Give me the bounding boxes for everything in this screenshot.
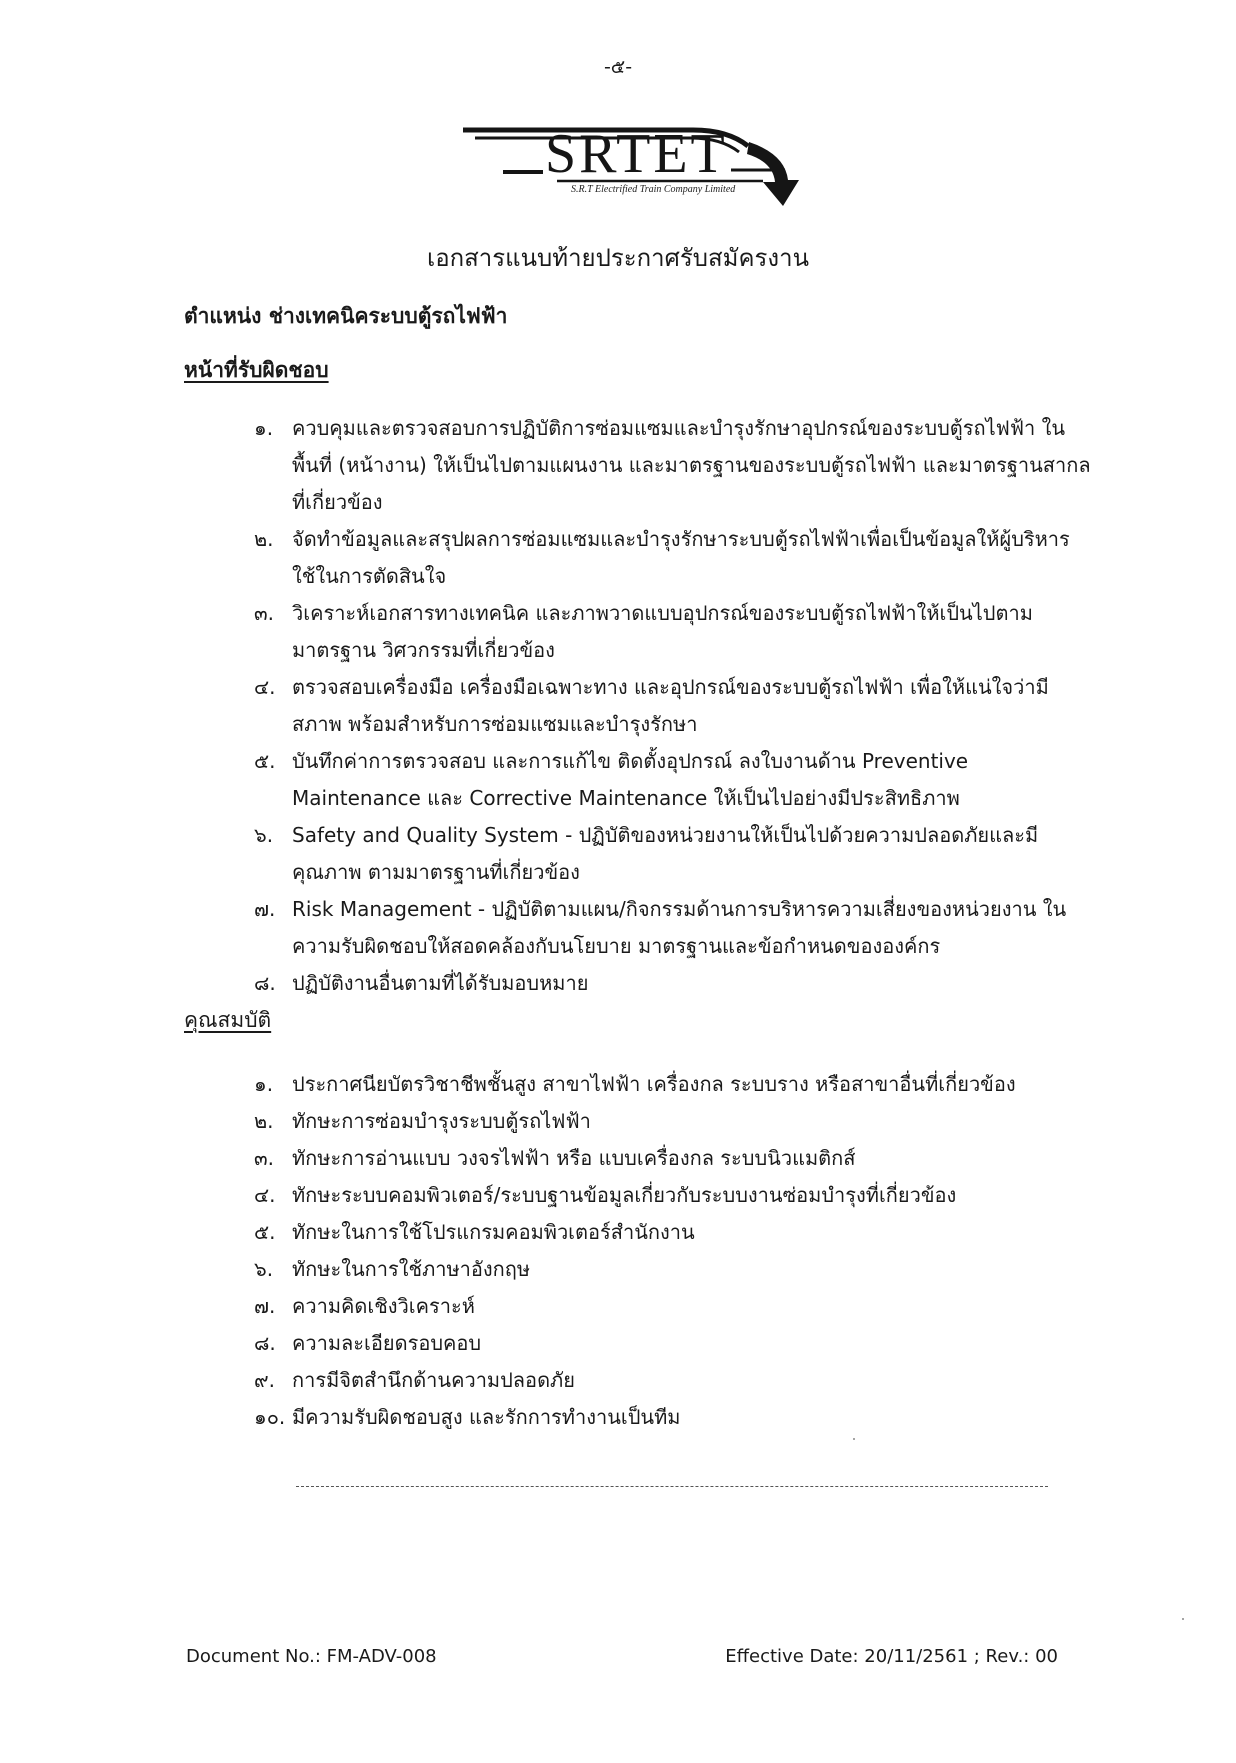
duty-item [254, 817, 1094, 891]
qualification-number: ๕. [254, 1220, 276, 1244]
duty-text: ปฏิบัติงานอื่นตามที่ได้รับมอบหมาย [292, 971, 589, 995]
duty-number: ๘. [254, 971, 276, 995]
qualification-text: ความละเอียดรอบคอบ [292, 1331, 482, 1355]
duty-text: บันทึกค่าการตรวจสอบ และการแก้ไข ติดตั้งอุปกรณ์ ลงใบงานด้าน Preventive Maintenance และ Corrective Maintenance ให้เป็นไปอย่างมีประสิทธิภาพ [292, 749, 969, 810]
qualification-number: ๔. [254, 1183, 276, 1207]
qualification-text: ประกาศนียบัตรวิชาชีพชั้นสูง สาขาไฟฟ้า เครื่องกล ระบบราง หรือสาขาอื่นที่เกี่ยวข้อง [292, 1072, 1016, 1096]
qualification-text: ทักษะในการใช้ภาษาอังกฤษ [292, 1257, 531, 1281]
scan-speck [1182, 1618, 1184, 1620]
duty-number: ๗. [254, 897, 276, 921]
duty-item [254, 669, 1094, 743]
qualification-number: ๒. [254, 1109, 274, 1133]
qualification-number: ๑๐. [254, 1405, 286, 1429]
duty-number: ๕. [254, 749, 276, 773]
qualification-number: ๘. [254, 1331, 276, 1355]
qualification-item [254, 1066, 1094, 1103]
duty-number: ๔. [254, 675, 276, 699]
qualification-text: มีความรับผิดชอบสูง และรักการทำงานเป็นทีม [292, 1405, 681, 1429]
effective-date: Effective Date: 20/11/2561 ; Rev.: 00 [725, 1646, 1058, 1667]
qualification-number: ๙. [254, 1368, 276, 1392]
duty-text: จัดทำข้อมูลและสรุปผลการซ่อมแซมและบำรุงรักษาระบบตู้รถไฟฟ้าเพื่อเป็นข้อมูลให้ผู้บริหาร ใช้ในการตัดสินใจ [292, 527, 1070, 588]
logo-wordmark: SRTET [545, 123, 728, 185]
duty-item [254, 965, 1094, 1002]
qualification-text: ความคิดเชิงวิเคราะห์ [292, 1294, 475, 1318]
qualification-item [254, 1103, 1094, 1140]
duties-heading: หน้าที่รับผิดชอบ [184, 358, 329, 382]
qualification-text: การมีจิตสำนึกด้านความปลอดภัย [292, 1368, 575, 1392]
duty-text: ตรวจสอบเครื่องมือ เครื่องมือเฉพาะทาง และอุปกรณ์ของระบบตู้รถไฟฟ้า เพื่อให้แน่ใจว่ามีสภาพ พร้อมสำหรับการซ่อมแซมและบำรุงรักษา [292, 675, 1049, 736]
logo-tagline: S.R.T Electrified Train Company Limited [571, 184, 736, 195]
qualification-number: ๓. [254, 1146, 275, 1170]
qualification-text: ทักษะในการใช้โปรแกรมคอมพิวเตอร์สำนักงาน [292, 1220, 695, 1244]
duty-number: ๖. [254, 823, 274, 847]
qualification-text: ทักษะการอ่านแบบ วงจรไฟฟ้า หรือ แบบเครื่องกล ระบบนิวแมติกส์ [292, 1146, 856, 1170]
document-number: Document No.: FM-ADV-008 [186, 1646, 437, 1667]
qualification-text: ทักษะระบบคอมพิวเตอร์/ระบบฐานข้อมูลเกี่ยวกับระบบงานซ่อมบำรุงที่เกี่ยวข้อง [292, 1183, 957, 1207]
duty-text: Safety and Quality System - ปฏิบัติของหน่วยงานให้เป็นไปด้วยความปลอดภัยและมีคุณภาพ ตามมาตรฐานที่เกี่ยวข้อง [292, 823, 1039, 884]
qualification-item [254, 1288, 1094, 1325]
scan-speck [853, 1438, 855, 1440]
dashed-divider [296, 1486, 1048, 1487]
qualification-item [254, 1140, 1094, 1177]
qualification-text: ทักษะการซ่อมบำรุงระบบตู้รถไฟฟ้า [292, 1109, 591, 1133]
duty-text: วิเคราะห์เอกสารทางเทคนิค และภาพวาดแบบอุปกรณ์ของระบบตู้รถไฟฟ้าให้เป็นไปตามมาตรฐาน วิศวกรรมที่เกี่ยวข้อง [292, 601, 1033, 662]
duty-item [254, 743, 1094, 817]
duty-item [254, 595, 1094, 669]
duty-text: Risk Management - ปฏิบัติตามแผน/กิจกรรมด้านการบริหารความเสี่ยงของหน่วยงาน ในความรับผิดชอบให้สอดคล้องกับนโยบาย มาตรฐานและข้อกำหนดขององค์กร [292, 897, 1067, 958]
qualifications-list [254, 1066, 1094, 1436]
company-logo [463, 124, 823, 214]
qualification-item [254, 1251, 1094, 1288]
duty-number: ๑. [254, 416, 274, 440]
duty-item [254, 891, 1094, 965]
qualification-number: ๗. [254, 1294, 276, 1318]
qualifications-heading: คุณสมบัติ [184, 1008, 272, 1032]
position-title: ตำแหน่ง ช่างเทคนิคระบบตู้รถไฟฟ้า [184, 304, 508, 328]
qualification-item [254, 1399, 1094, 1436]
qualification-item [254, 1214, 1094, 1251]
duties-list [254, 410, 1094, 1002]
duty-number: ๒. [254, 527, 274, 551]
duty-text: ควบคุมและตรวจสอบการปฏิบัติการซ่อมแซมและบำรุงรักษาอุปกรณ์ของระบบตู้รถไฟฟ้า ในพื้นที่ (หน้างาน) ให้เป็นไปตามแผนงาน และมาตรฐานของระบบตู้รถไฟฟ้า และมาตรฐานสากลที่เกี่ยวข้อง [292, 416, 1091, 514]
qualification-item [254, 1177, 1094, 1214]
duty-item [254, 521, 1094, 595]
page-number: -๕- [603, 56, 633, 78]
duty-item [254, 410, 1094, 521]
document-title: เอกสารแนบท้ายประกาศรับสมัครงาน [426, 244, 810, 272]
qualification-number: ๑. [254, 1072, 274, 1096]
qualification-item [254, 1325, 1094, 1362]
duty-number: ๓. [254, 601, 275, 625]
qualification-number: ๖. [254, 1257, 274, 1281]
qualification-item [254, 1362, 1094, 1399]
